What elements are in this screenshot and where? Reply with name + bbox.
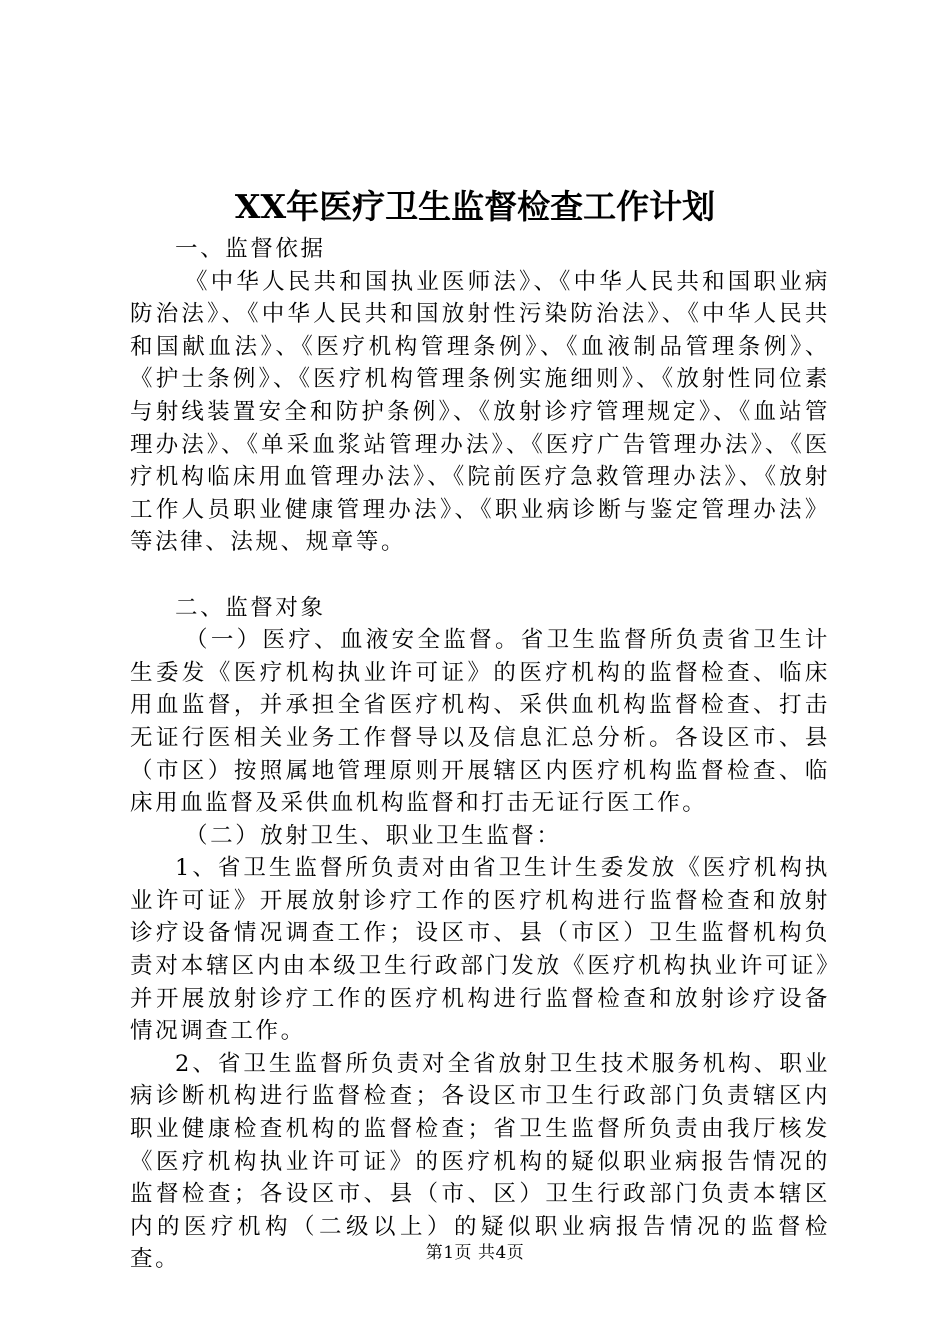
paragraph-item-1: 1、省卫生监督所负责对由省卫生计生委发放《医疗机构执业许可证》开展放射诊疗工作的医疗机构进行监督检查和放射诊疗设备情况调查工作；设区市、县（市区）卫生监督机构负责对本辖区内由本级卫生行政部门发放《医疗机构执业许可证》并开展放射诊疗工作的医疗机构进行监督检查和放射诊疗设备情况调查工作。 — [130, 855, 830, 1045]
document-title: XX年医疗卫生监督检查工作计划 — [234, 187, 716, 226]
paragraph-medical-blood-safety: （一）医疗、血液安全监督。省卫生监督所负责省卫生计生委发《医疗机构执业许可证》的医疗机构的监督检查、临床用血监督，并承担全省医疗机构、采供血机构监督检查、打击无证行医相关业务工作督导以及信息汇总分析。各设区市、县（市区）按照属地管理原则开展辖区内医疗机构监督检查、临床用血监督及采供血机构监督和打击无证行医工作。 — [130, 627, 830, 817]
page-number-footer: 第1页 共4页 — [425, 1243, 525, 1263]
section-heading-targets: 二、监督对象 — [175, 594, 326, 621]
document-body — [130, 233, 830, 1276]
paragraph-legal-basis: 《中华人民共和国执业医师法》、《中华人民共和国职业病防治法》、《中华人民共和国放射性污染防治法》、《中华人民共和国献血法》、《医疗机构管理条例》、《血液制品管理条例》、《护士条例》、《医疗机构管理条例实施细则》、《放射性同位素与射线装置安全和防护条例》、《放射诊疗管理规定》、《血站管理办法》、《单采血浆站管理办法》、《医疗广告管理办法》、《医疗机构临床用血管理办法》、《院前医疗急救管理办法》、《放射工作人员职业健康管理办法》、《职业病诊断与鉴定管理办法》等法律、法规、规章等。 — [130, 268, 830, 556]
paragraph-item-2: 2、省卫生监督所负责对全省放射卫生技术服务机构、职业病诊断机构进行监督检查；各设区市卫生行政部门负责辖区内职业健康检查机构的监督检查；省卫生监督所负责由我厅核发《医疗机构执业许可证》的医疗机构的疑似职业病报告情况的监督检查；各设区市、县（市、区）卫生行政部门负责本辖区内的医疗机构（二级以上）的疑似职业病报告情况的监督检查。 — [130, 1050, 830, 1273]
paragraph-radiation-occupational-heading: （二）放射卫生、职业卫生监督： — [185, 822, 562, 849]
section-heading-basis: 一、监督依据 — [175, 236, 326, 262]
section-spacer — [130, 559, 830, 592]
